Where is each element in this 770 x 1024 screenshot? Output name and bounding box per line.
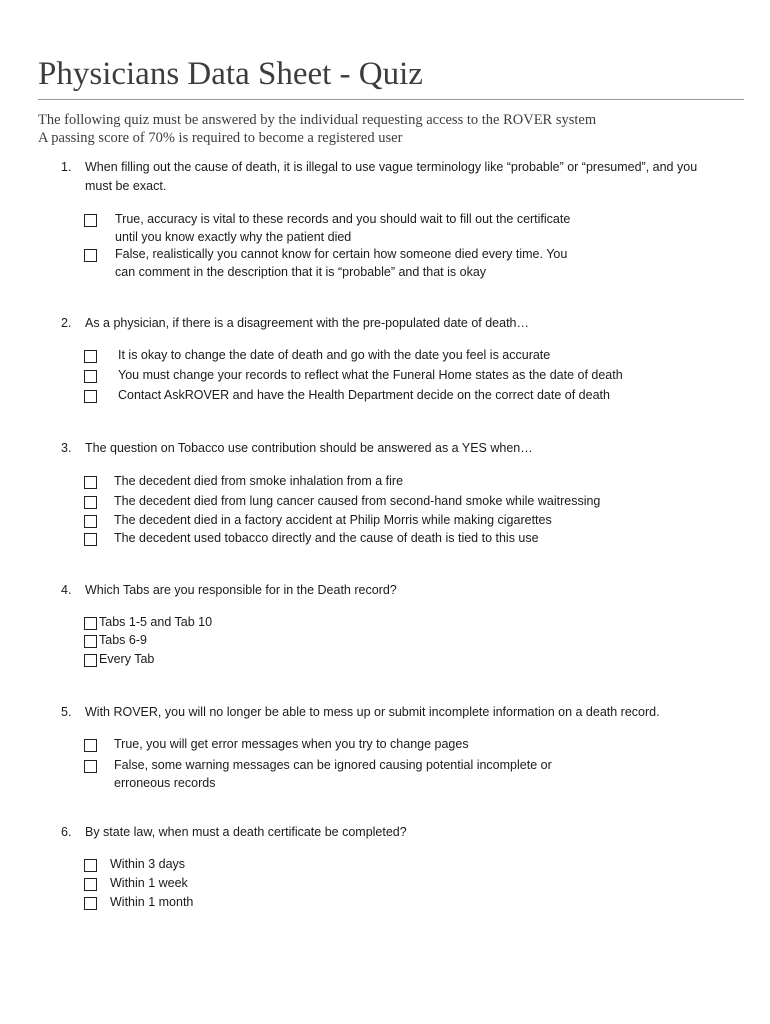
answer-option-line: False, realistically you cannot know for certain how someone died every time. You [115,247,568,261]
question-text [85,158,735,196]
answer-option-text [99,632,147,650]
quiz-intro [38,111,596,147]
answer-option-line: Within 1 month [110,895,194,909]
question-number: 3. [61,441,72,455]
checkbox-icon[interactable] [84,214,97,227]
answer-option-text [110,894,193,912]
answer-option-text [114,473,403,491]
answer-option-text [114,493,600,511]
checkbox-icon[interactable] [84,249,97,262]
checkbox-icon[interactable] [84,370,97,383]
answer-option-line: Within 1 week [110,876,188,890]
question-number: 1. [61,160,72,174]
question-text-line: When filling out the cause of death, it is illegal to use vague terminology like “probable” or “presumed”, and you [85,160,698,174]
intro-line-2: A passing score of 70% is required to become a registered user [38,130,403,146]
answer-option-text [115,211,570,246]
answer-option-line: It is okay to change the date of death and go with the date you feel is accurate [118,348,551,362]
question-text-line: must be exact. [85,179,167,193]
quiz-title: Physicians Data Sheet - Quiz [38,56,423,92]
answer-option-text [115,246,567,281]
checkbox-icon[interactable] [84,390,97,403]
answer-option-line: False, some warning messages can be ignored causing potential incomplete or [114,758,552,772]
answer-option-line: erroneous records [114,775,216,790]
answer-option-line: can comment in the description that it is “probable” and that is okay [115,264,487,279]
answer-option-line: Contact AskROVER and have the Health Department decide on the correct date of death [118,388,610,402]
question-text [85,703,735,722]
question-text [85,581,735,600]
answer-option-line: Within 3 days [110,857,186,871]
checkbox-icon[interactable] [84,350,97,363]
question-text [85,823,735,842]
question-text-line: Which Tabs are you responsible for in the Death record? [85,583,397,597]
answer-option-line: Every Tab [99,652,155,666]
question-text-line: The question on Tobacco use contribution should be answered as a YES when… [85,441,533,455]
answer-option-line: True, accuracy is vital to these records and you should wait to fill out the certificate [115,212,571,226]
answer-option-line: The decedent died from smoke inhalation from a fire [114,474,404,488]
answer-option-text [110,875,188,893]
question-number: 2. [61,316,72,330]
answer-option-line: Tabs 1-5 and Tab 10 [99,615,213,629]
question-number: 6. [61,825,72,839]
answer-option-text [118,367,623,385]
question-text [85,314,735,333]
checkbox-icon[interactable] [84,496,97,509]
answer-option-text [99,651,154,669]
answer-option-line: True, you will get error messages when you try to change pages [114,737,469,751]
checkbox-icon[interactable] [84,476,97,489]
answer-option-text [118,387,610,405]
question-text-line: With ROVER, you will no longer be able to mess up or submit incomplete information on a death record. [85,705,660,719]
answer-option-text [114,736,469,754]
answer-option-line: The decedent died in a factory accident at Philip Morris while making cigarettes [114,513,552,527]
checkbox-icon[interactable] [84,760,97,773]
answer-option-text [114,757,552,792]
answer-option-text [118,347,550,365]
checkbox-icon[interactable] [84,878,97,891]
answer-option-line: The decedent died from lung cancer caused from second-hand smoke while waitressing [114,494,601,508]
answer-option-line: You must change your records to reflect what the Funeral Home states as the date of death [118,368,623,382]
answer-option-line: until you know exactly why the patient died [115,229,352,244]
question-text-line: As a physician, if there is a disagreement with the pre-populated date of death… [85,316,530,330]
intro-line-1: The following quiz must be answered by the individual requesting access to the ROVER system [38,112,597,128]
checkbox-icon[interactable] [84,654,97,667]
answer-option-text [110,856,185,874]
question-text-line: By state law, when must a death certificate be completed? [85,825,407,839]
checkbox-icon[interactable] [84,739,97,752]
checkbox-icon[interactable] [84,617,97,630]
question-number: 4. [61,583,72,597]
answer-option-line: Tabs 6-9 [99,633,147,647]
answer-option-text [99,614,212,632]
checkbox-icon[interactable] [84,515,97,528]
checkbox-icon[interactable] [84,859,97,872]
checkbox-icon[interactable] [84,533,97,546]
answer-option-text [114,530,539,548]
title-divider [38,99,744,100]
question-text [85,439,735,458]
checkbox-icon[interactable] [84,897,97,910]
answer-option-text [114,512,552,530]
checkbox-icon[interactable] [84,635,97,648]
answer-option-line: The decedent used tobacco directly and the cause of death is tied to this use [114,531,539,545]
question-number: 5. [61,705,72,719]
